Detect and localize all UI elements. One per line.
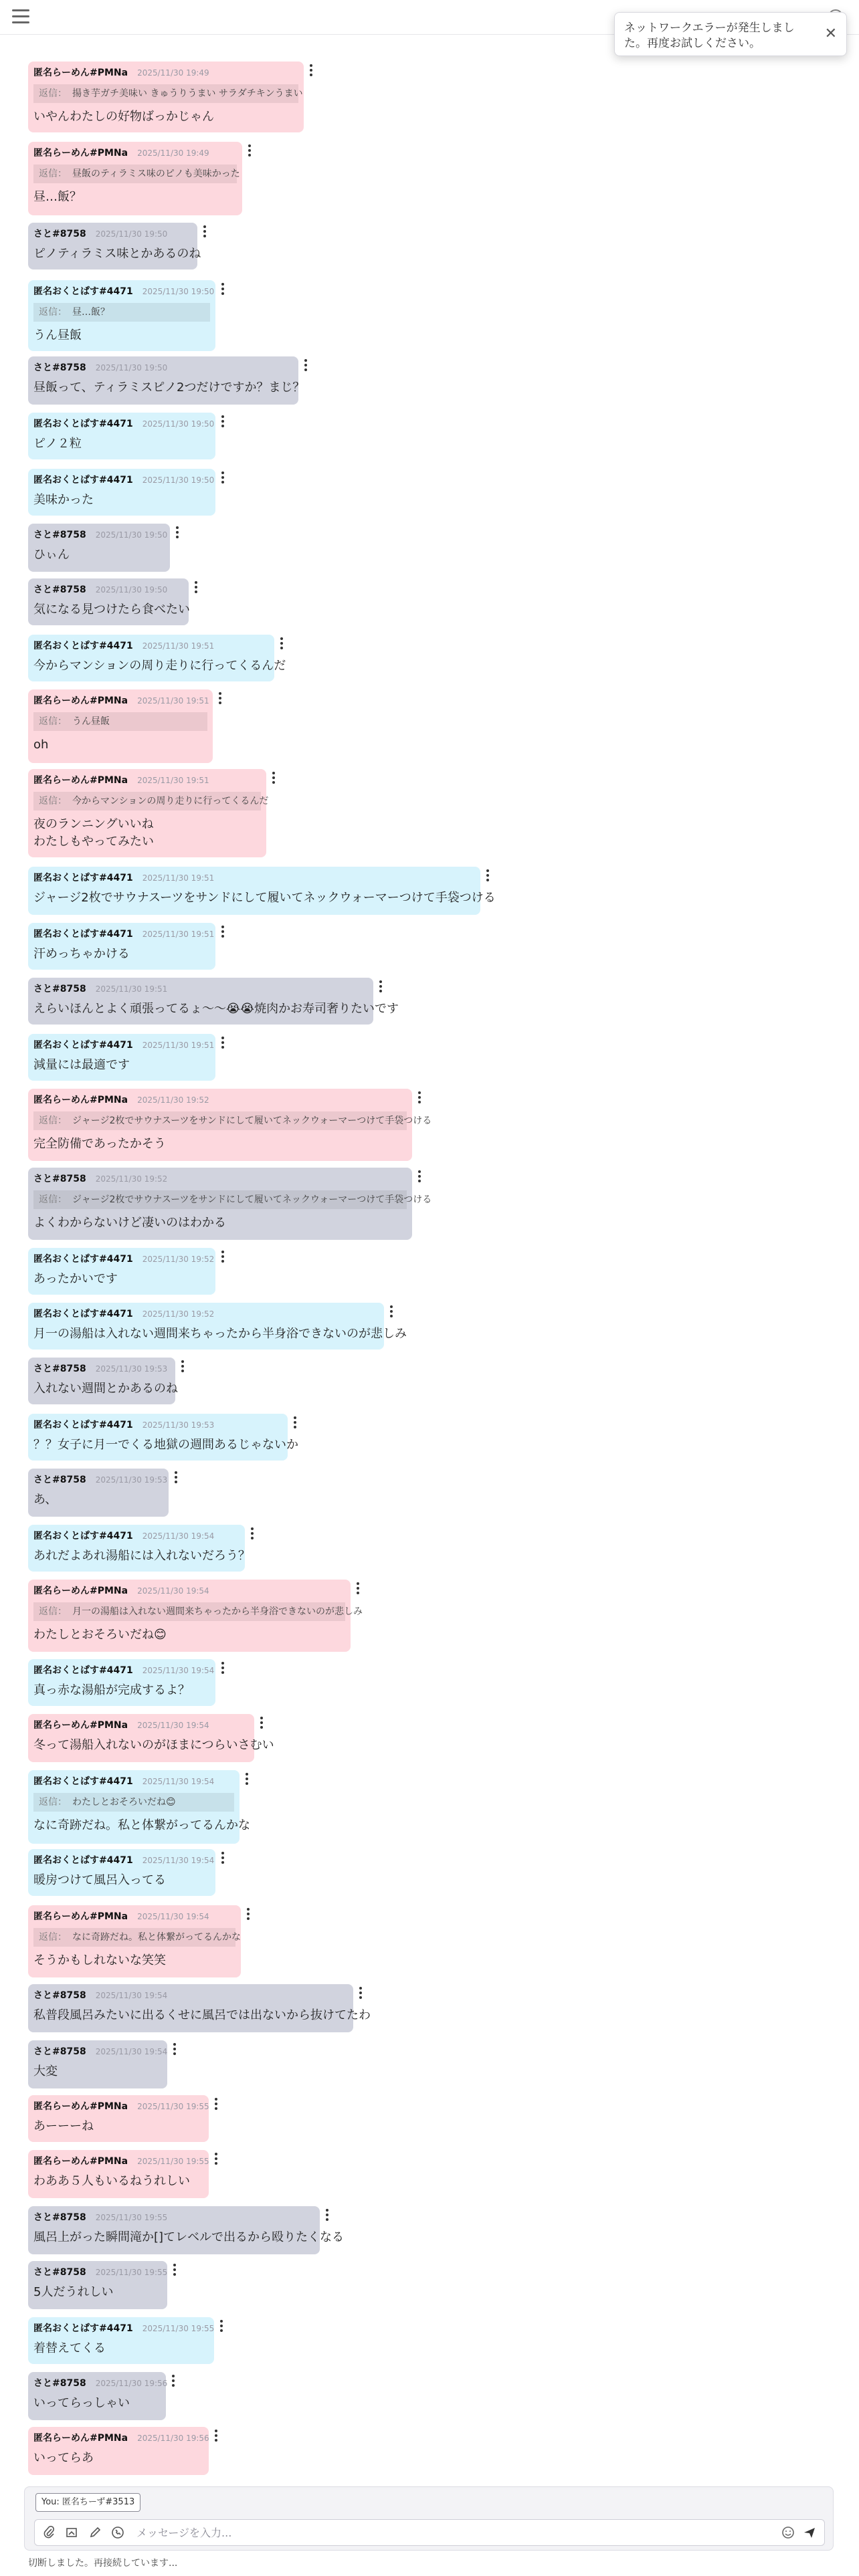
message-bubble xyxy=(28,1168,432,1240)
message-bubble xyxy=(28,142,242,215)
message-text: ピノ２粒 xyxy=(33,437,82,451)
more-options-icon[interactable] xyxy=(221,1251,225,1264)
more-options-icon[interactable] xyxy=(486,869,490,883)
message-timestamp: 2025/11/30 19:55 xyxy=(137,2157,209,2166)
message-header xyxy=(33,147,237,159)
message-text: あれだよあれ湯船には入れないだろう？ xyxy=(33,1549,250,1563)
message-header xyxy=(33,418,215,430)
message-author[interactable]: 匿名おくとぱす#4471 xyxy=(33,1040,133,1051)
quoted-text: ジャージ2枚でサウナスーツをサンドにして履いてネックウォーマーつけて手袋つける xyxy=(72,1115,432,1126)
message-timestamp: 2025/11/30 19:55 xyxy=(95,2268,168,2277)
message-text: 夜のランニングいいね わたしもやってみたい xyxy=(33,817,154,849)
hamburger-icon[interactable] xyxy=(12,9,29,24)
error-toast xyxy=(614,12,847,56)
message-timestamp: 2025/11/30 19:50 xyxy=(142,475,215,485)
message-text: ？？女子に月一でくる地獄の週間あるじゃないか xyxy=(33,1438,298,1452)
message-bubble xyxy=(28,1248,215,1295)
message-author[interactable]: 匿名おくとぱす#4471 xyxy=(33,419,133,429)
message-bubble xyxy=(28,1770,250,1844)
message-bubble xyxy=(28,867,496,915)
message-bubble xyxy=(28,62,304,132)
message-text: わああ５人もいるねうれしい xyxy=(33,2174,190,2188)
more-options-icon[interactable] xyxy=(214,2153,218,2166)
message-timestamp: 2025/11/30 19:50 xyxy=(142,419,215,429)
quoted-text: 今からマンションの周り走りに行ってくるんだ xyxy=(72,796,269,807)
message-text: 今からマンションの周り走りに行ってくるんだ xyxy=(33,659,286,673)
more-options-icon[interactable] xyxy=(325,2209,329,2222)
message-timestamp: 2025/11/30 19:52 xyxy=(142,1255,215,1264)
message-text: あーーーね xyxy=(33,2119,94,2133)
message-text: なに奇跡だね。私と体繋がってるんかな xyxy=(33,1818,250,1832)
message-header xyxy=(33,1173,407,1185)
message-text: 減量には最適です xyxy=(33,1058,130,1072)
reply-label: 返信： xyxy=(39,796,67,807)
reply-label: 返信： xyxy=(39,169,67,179)
more-options-icon[interactable] xyxy=(359,1987,363,2000)
message-text: 完全防備であったかそう xyxy=(33,1137,166,1151)
message-header xyxy=(33,1585,345,1597)
message-header xyxy=(33,2323,215,2335)
message-author[interactable]: 匿名おくとぱす#4471 xyxy=(33,475,133,486)
message-timestamp: 2025/11/30 19:55 xyxy=(95,2213,168,2222)
message-text: 昼飯って、ティラミスピノ2つだけですか？まじ？ xyxy=(33,381,305,395)
message-bubble xyxy=(28,1525,250,1572)
reply-label: 返信： xyxy=(39,1606,67,1617)
message-bubble xyxy=(28,413,215,459)
message-bubble xyxy=(28,1414,298,1461)
message-timestamp: 2025/11/30 19:56 xyxy=(137,2434,209,2443)
message-author[interactable]: さと#8758 xyxy=(33,1364,86,1374)
message-header xyxy=(33,1719,249,1731)
message-composer xyxy=(24,2486,834,2551)
message-bubble xyxy=(28,1034,215,1081)
reply-quote[interactable] xyxy=(33,1602,363,1621)
message-author[interactable]: さと#8758 xyxy=(33,984,86,994)
more-options-icon[interactable] xyxy=(379,980,383,994)
reply-quote[interactable] xyxy=(33,792,269,811)
more-options-icon[interactable] xyxy=(221,1662,225,1675)
message-author[interactable]: 匿名おくとぱす#4471 xyxy=(33,1776,133,1787)
message-bubble xyxy=(28,524,170,572)
message-author[interactable]: 匿名おくとぱす#4471 xyxy=(33,1420,133,1430)
message-header xyxy=(33,1253,215,1265)
message-header xyxy=(33,2155,209,2167)
reply-label: 返信： xyxy=(39,1115,67,1126)
more-options-icon[interactable] xyxy=(214,2430,218,2443)
message-author[interactable]: 匿名らーめん#PMNa xyxy=(33,1911,128,1922)
message-header xyxy=(33,983,368,995)
message-timestamp: 2025/11/30 19:54 xyxy=(142,1531,215,1541)
message-bubble xyxy=(28,2372,166,2420)
send-icon[interactable] xyxy=(803,2526,816,2539)
message-author[interactable]: 匿名らーめん#PMNa xyxy=(33,1586,128,1596)
message-author[interactable]: さと#8758 xyxy=(33,229,86,239)
more-options-icon[interactable] xyxy=(417,1170,421,1184)
message-bubble xyxy=(28,1358,178,1404)
message-bubble xyxy=(28,2317,214,2364)
reply-label: 返信： xyxy=(39,716,67,727)
more-options-icon[interactable] xyxy=(293,1416,297,1430)
message-header xyxy=(33,1665,215,1677)
message-text: あ、 xyxy=(33,1493,58,1507)
message-text: よくわからないけど凄いのはわかる xyxy=(33,1216,226,1230)
message-header xyxy=(33,872,475,884)
message-bubble xyxy=(28,2095,209,2142)
message-bubble xyxy=(28,280,215,351)
message-bubble xyxy=(28,1303,407,1350)
message-text: えらいほんとよく頑張ってるょ〜〜😭😭焼肉かお寿司奢りたいです xyxy=(33,1002,399,1016)
message-timestamp: 2025/11/30 19:50 xyxy=(95,229,168,239)
message-author[interactable]: さと#8758 xyxy=(33,362,86,373)
message-header xyxy=(33,2432,209,2444)
message-header xyxy=(33,928,215,940)
message-bubble xyxy=(28,1659,215,1706)
message-author[interactable]: 匿名おくとぱす#4471 xyxy=(33,873,133,883)
message-text: oh xyxy=(33,738,49,752)
reply-label: 返信： xyxy=(39,1797,67,1808)
more-options-icon[interactable] xyxy=(219,2320,223,2333)
message-text: 5人だうれしい xyxy=(33,2285,114,2299)
message-header xyxy=(33,1039,215,1051)
message-timestamp: 2025/11/30 19:50 xyxy=(95,530,168,540)
message-header xyxy=(33,2266,168,2278)
message-bubble xyxy=(28,1580,363,1652)
quoted-text: うん昼飯 xyxy=(72,716,110,727)
message-text: 真っ赤な湯船が完成するよ？ xyxy=(33,1683,190,1697)
more-options-icon[interactable] xyxy=(171,2375,175,2388)
message-text: わたしとおそろいだね😊 xyxy=(33,1628,167,1642)
message-timestamp: 2025/11/30 19:51 xyxy=(142,641,215,651)
pen-icon[interactable] xyxy=(88,2526,102,2539)
quoted-text: わたしとおそろいだね😊 xyxy=(72,1797,176,1808)
quoted-text: 月一の湯船は入れない週間来ちゃったから半身浴できないのが悲しみ xyxy=(72,1606,363,1617)
message-timestamp: 2025/11/30 19:53 xyxy=(142,1420,215,1430)
message-author[interactable]: 匿名おくとぱす#4471 xyxy=(33,1254,133,1265)
message-timestamp: 2025/11/30 19:54 xyxy=(137,1721,209,1730)
message-text: いってらっしゃい xyxy=(33,2396,130,2410)
more-options-icon[interactable] xyxy=(221,926,225,939)
message-author[interactable]: 匿名らーめん#PMNa xyxy=(33,2101,128,2112)
message-header xyxy=(33,1094,407,1106)
more-options-icon[interactable] xyxy=(173,2043,177,2056)
message-header xyxy=(33,286,215,298)
message-timestamp: 2025/11/30 19:52 xyxy=(137,1095,209,1105)
message-author[interactable]: さと#8758 xyxy=(33,1475,86,1485)
message-timestamp: 2025/11/30 19:51 xyxy=(142,873,215,883)
message-header xyxy=(33,2046,168,2058)
message-header xyxy=(33,1308,379,1320)
message-author[interactable]: 匿名おくとぱす#4471 xyxy=(33,2323,133,2334)
message-timestamp: 2025/11/30 19:51 xyxy=(137,776,209,785)
message-bubble xyxy=(28,1905,241,1977)
message-text: ジャージ2枚でサウナスーツをサンドにして履いてネックウォーマーつけて手袋つける xyxy=(33,891,496,905)
more-options-icon[interactable] xyxy=(245,1773,249,1786)
message-header xyxy=(33,1530,240,1542)
message-header xyxy=(33,1419,282,1431)
message-header xyxy=(33,774,261,786)
message-timestamp: 2025/11/30 19:52 xyxy=(95,1174,168,1184)
close-icon[interactable]: ✕ xyxy=(824,25,837,42)
more-options-icon[interactable] xyxy=(175,526,179,540)
message-author[interactable]: 匿名おくとぱす#4471 xyxy=(33,641,133,651)
message-timestamp: 2025/11/30 19:51 xyxy=(142,1041,215,1050)
message-author[interactable]: さと#8758 xyxy=(33,584,86,595)
more-options-icon[interactable] xyxy=(221,471,225,485)
message-author[interactable]: 匿名らーめん#PMNa xyxy=(33,1720,128,1731)
image-icon[interactable] xyxy=(66,2526,79,2539)
reply-quote[interactable] xyxy=(33,712,207,731)
message-timestamp: 2025/11/30 19:54 xyxy=(142,1856,215,1865)
message-author[interactable]: 匿名らーめん#PMNa xyxy=(33,775,128,786)
quoted-text: 揚き芋ガチ美味い きゅうりうまい サラダチキンうまい xyxy=(72,88,303,99)
more-options-icon[interactable] xyxy=(389,1305,393,1319)
more-options-icon[interactable] xyxy=(260,1717,264,1730)
message-bubble xyxy=(28,469,215,516)
message-timestamp: 2025/11/30 19:54 xyxy=(95,2047,168,2056)
message-author[interactable]: さと#8758 xyxy=(33,530,86,540)
more-options-icon[interactable] xyxy=(272,772,276,785)
message-author[interactable]: さと#8758 xyxy=(33,2046,86,2057)
message-header xyxy=(33,1854,215,1866)
message-bubble xyxy=(28,223,201,270)
message-text: 入れない週間とかあるのね xyxy=(33,1382,178,1396)
message-bubble xyxy=(28,2261,167,2309)
more-options-icon[interactable] xyxy=(181,1360,185,1374)
more-options-icon[interactable] xyxy=(173,2264,177,2277)
message-text: 大変 xyxy=(33,2064,58,2078)
message-bubble xyxy=(28,923,215,970)
message-timestamp: 2025/11/30 19:55 xyxy=(142,2324,215,2333)
message-header xyxy=(33,228,192,240)
message-author[interactable]: さと#8758 xyxy=(33,1990,86,2001)
message-author[interactable]: 匿名らーめん#PMNa xyxy=(33,2156,128,2167)
message-author[interactable]: さと#8758 xyxy=(33,2212,86,2223)
message-text: 月一の湯船は入れない週間来ちゃったから半身浴できないのが悲しみ xyxy=(33,1327,407,1341)
message-author[interactable]: 匿名おくとぱす#4471 xyxy=(33,1531,133,1541)
message-header xyxy=(33,474,215,486)
message-bubble xyxy=(28,1469,169,1517)
reply-quote[interactable] xyxy=(33,1190,432,1209)
message-text: あったかいです xyxy=(33,1272,118,1286)
reply-quote[interactable] xyxy=(33,1111,432,1130)
more-options-icon[interactable] xyxy=(221,1852,225,1865)
message-timestamp: 2025/11/30 19:54 xyxy=(137,1912,209,1921)
message-timestamp: 2025/11/30 19:52 xyxy=(142,1309,215,1319)
more-options-icon[interactable] xyxy=(417,1091,421,1105)
message-timestamp: 2025/11/30 19:55 xyxy=(137,2102,209,2111)
message-bubble xyxy=(28,2150,209,2198)
reply-label: 返信： xyxy=(39,307,67,318)
more-options-icon[interactable] xyxy=(194,581,198,595)
message-bubble xyxy=(28,2427,209,2475)
more-options-icon[interactable] xyxy=(304,359,308,372)
message-text: 着替えてくる xyxy=(33,2341,106,2355)
message-author[interactable]: さと#8758 xyxy=(33,2378,86,2389)
message-header xyxy=(33,695,207,707)
message-timestamp: 2025/11/30 19:53 xyxy=(95,1364,168,1374)
message-text: 私普段風呂みたいに出るくせに風呂では出ないから抜けてたわ xyxy=(33,2008,371,2022)
message-author[interactable]: 匿名おくとぱす#4471 xyxy=(33,1665,133,1676)
connection-status: 切断しました。再接続しています... xyxy=(28,2558,178,2569)
message-bubble xyxy=(28,1714,274,1762)
more-options-icon[interactable] xyxy=(280,637,284,651)
message-bubble xyxy=(28,2206,345,2254)
message-timestamp: 2025/11/30 19:54 xyxy=(142,1777,215,1786)
composer-input-row xyxy=(34,2519,825,2546)
reply-label: 返信： xyxy=(39,1932,67,1943)
message-author[interactable]: さと#8758 xyxy=(33,2267,86,2278)
message-author[interactable]: 匿名らーめん#PMNa xyxy=(33,1095,128,1105)
reply-quote[interactable] xyxy=(33,1928,241,1947)
message-header xyxy=(33,1363,170,1375)
message-text: ひぃん xyxy=(33,548,70,562)
message-text: 汗めっちゃかける xyxy=(33,947,130,961)
message-text: いってらあ xyxy=(33,2451,94,2465)
message-timestamp: 2025/11/30 19:51 xyxy=(137,696,209,706)
message-timestamp: 2025/11/30 19:56 xyxy=(95,2379,168,2388)
message-author[interactable]: 匿名おくとぱす#4471 xyxy=(33,929,133,940)
message-text: 暖房つけて風呂入ってる xyxy=(33,1873,166,1887)
message-bubble xyxy=(28,635,286,681)
more-options-icon[interactable] xyxy=(356,1582,360,1596)
message-text: うん昼飯 xyxy=(33,328,82,342)
more-options-icon[interactable] xyxy=(221,283,225,296)
message-author[interactable]: 匿名おくとぱす#4471 xyxy=(33,286,133,297)
message-timestamp: 2025/11/30 19:50 xyxy=(95,363,168,372)
message-header xyxy=(33,529,168,541)
message-timestamp: 2025/11/30 19:54 xyxy=(137,1586,209,1596)
more-options-icon[interactable] xyxy=(221,415,225,429)
message-text: いやんわたしの好物ばっかじゃん xyxy=(33,110,214,124)
message-timestamp: 2025/11/30 19:51 xyxy=(142,930,215,939)
message-bubble xyxy=(28,578,189,625)
reply-quote[interactable] xyxy=(33,84,303,103)
reply-label: 返信： xyxy=(39,88,67,99)
quoted-text: ジャージ2枚でサウナスーツをサンドにして履いてネックウォーマーつけて手袋つける xyxy=(72,1194,432,1205)
message-author[interactable]: 匿名らーめん#PMNa xyxy=(33,2433,128,2444)
message-bubble xyxy=(28,2040,167,2088)
more-options-icon[interactable] xyxy=(203,225,207,239)
message-header xyxy=(33,1776,234,1788)
message-text: 美味かった xyxy=(33,493,94,507)
paperclip-icon[interactable] xyxy=(43,2526,56,2539)
toast-text: ネットワークエラーが発生しました。再度お試しください。 xyxy=(624,21,795,50)
more-options-icon[interactable] xyxy=(214,2098,218,2111)
message-timestamp: 2025/11/30 19:50 xyxy=(95,585,168,595)
message-bubble xyxy=(28,689,213,763)
emoji-icon[interactable] xyxy=(781,2526,795,2539)
message-timestamp: 2025/11/30 19:51 xyxy=(95,984,168,994)
phone-icon[interactable] xyxy=(111,2526,124,2539)
message-header xyxy=(33,67,298,79)
message-input[interactable] xyxy=(136,2523,779,2543)
message-author[interactable]: さと#8758 xyxy=(33,1174,86,1184)
message-bubble xyxy=(28,356,305,405)
message-author[interactable]: 匿名おくとぱす#4471 xyxy=(33,1309,133,1319)
more-options-icon[interactable] xyxy=(174,1471,178,1485)
message-timestamp: 2025/11/30 19:54 xyxy=(95,1991,168,2000)
reply-quote[interactable] xyxy=(33,1793,234,1812)
message-text: そうかもしれないな笑笑 xyxy=(33,1953,166,1967)
message-author[interactable]: 匿名らーめん#PMNa xyxy=(33,695,128,706)
message-text: 昼…飯？ xyxy=(33,190,82,204)
message-timestamp: 2025/11/30 19:49 xyxy=(137,68,209,78)
more-options-icon[interactable] xyxy=(221,1037,225,1050)
quoted-text: 昼…飯？ xyxy=(72,307,110,318)
more-options-icon[interactable] xyxy=(309,64,313,78)
reply-quote[interactable] xyxy=(33,303,210,322)
reply-quote[interactable] xyxy=(33,165,240,183)
message-author[interactable]: 匿名おくとぱす#4471 xyxy=(33,1855,133,1866)
more-options-icon[interactable] xyxy=(248,144,252,158)
message-timestamp: 2025/11/30 19:49 xyxy=(137,148,209,158)
message-header xyxy=(33,2377,168,2389)
message-bubble xyxy=(28,1984,371,2032)
message-text: 風呂上がった瞬間滝か[]てレベルで出るから殴りたくなる xyxy=(33,2230,345,2244)
message-text: 気になる見つけたら食べたい xyxy=(33,603,190,617)
message-author[interactable]: 匿名らーめん#PMNa xyxy=(33,148,128,158)
more-options-icon[interactable] xyxy=(250,1527,254,1541)
message-bubble xyxy=(28,769,269,857)
message-author[interactable]: 匿名らーめん#PMNa xyxy=(33,68,128,78)
message-header xyxy=(33,584,183,596)
reply-label: 返信： xyxy=(39,1194,67,1205)
more-options-icon[interactable] xyxy=(246,1908,250,1921)
message-timestamp: 2025/11/30 19:50 xyxy=(142,287,215,296)
message-bubble xyxy=(28,978,399,1025)
message-header xyxy=(33,2101,209,2113)
current-user-badge: You: 匿名ちーず#3513 xyxy=(35,2493,140,2512)
message-text: ピノティラミス味とかあるのね xyxy=(33,247,201,261)
message-header xyxy=(33,362,293,374)
message-timestamp: 2025/11/30 19:54 xyxy=(142,1666,215,1675)
message-bubble xyxy=(28,1089,432,1161)
message-header xyxy=(33,2212,314,2224)
quoted-text: 昼飯のティラミス味のピノも美味かった xyxy=(72,169,240,179)
message-text: 冬って湯船入れないのがほまにつらいさむい xyxy=(33,1738,274,1752)
message-bubble xyxy=(28,1849,215,1896)
message-header xyxy=(33,1990,348,2002)
quoted-text: なに奇跡だね。私と体繋がってるんかな xyxy=(72,1932,241,1943)
message-timestamp: 2025/11/30 19:53 xyxy=(95,1475,168,1485)
message-header xyxy=(33,640,269,652)
more-options-icon[interactable] xyxy=(218,692,222,706)
message-header xyxy=(33,1474,168,1486)
message-header xyxy=(33,1911,235,1923)
